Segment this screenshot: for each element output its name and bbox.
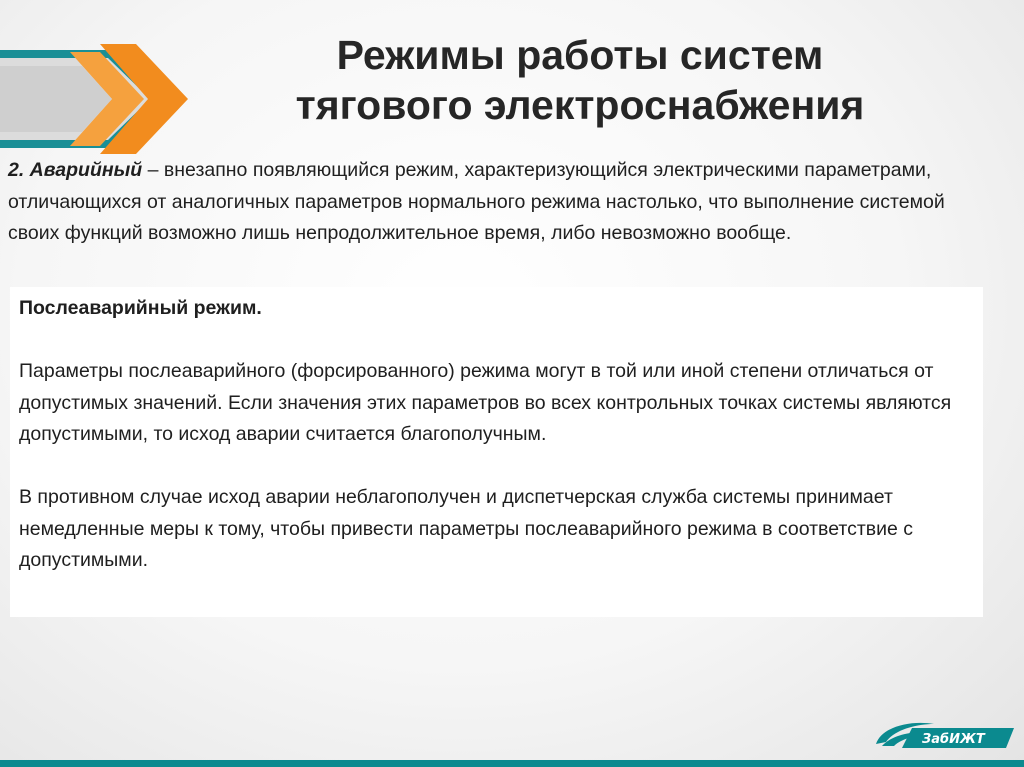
title-line-1: Режимы работы систем <box>336 32 824 78</box>
post-emergency-heading: Послеаварийный режим. <box>19 297 262 319</box>
page-title <box>200 30 960 130</box>
zabizht-logo-icon <box>872 718 1017 750</box>
title-line-2: тягового электроснабжения <box>295 82 865 128</box>
emergency-mode-definition <box>8 155 983 250</box>
chevron-arrows-icon <box>0 44 190 154</box>
emergency-mode-text: – внезапно появляющийся режим, характеризующийся электрическими параметрами, отличающихся от аналогичных параметров нормального режима настолько, что выполнение системой своих функций возможно лишь непродолжительное время, либо невозможно вообще. <box>8 159 945 244</box>
logo-text: ЗабИЖТ <box>922 732 985 747</box>
post-emergency-box <box>10 287 983 617</box>
post-emergency-paragraph-1: Параметры послеаварийного (форсированного) режима могут в той или иной степени отличаться от допустимых значений. Если значения этих параметров во всех контрольных точках системы являются допустимыми, то исход аварии считается благополучным. <box>19 360 952 445</box>
footer-bar <box>0 760 1024 767</box>
emergency-mode-label: 2. Аварийный <box>8 159 143 181</box>
post-emergency-paragraph-2: В противном случае исход аварии неблагополучен и диспетчерская служба системы принимает немедленные меры к тому, чтобы привести параметры послеаварийного режима в соответствие с допустимыми. <box>19 486 914 571</box>
